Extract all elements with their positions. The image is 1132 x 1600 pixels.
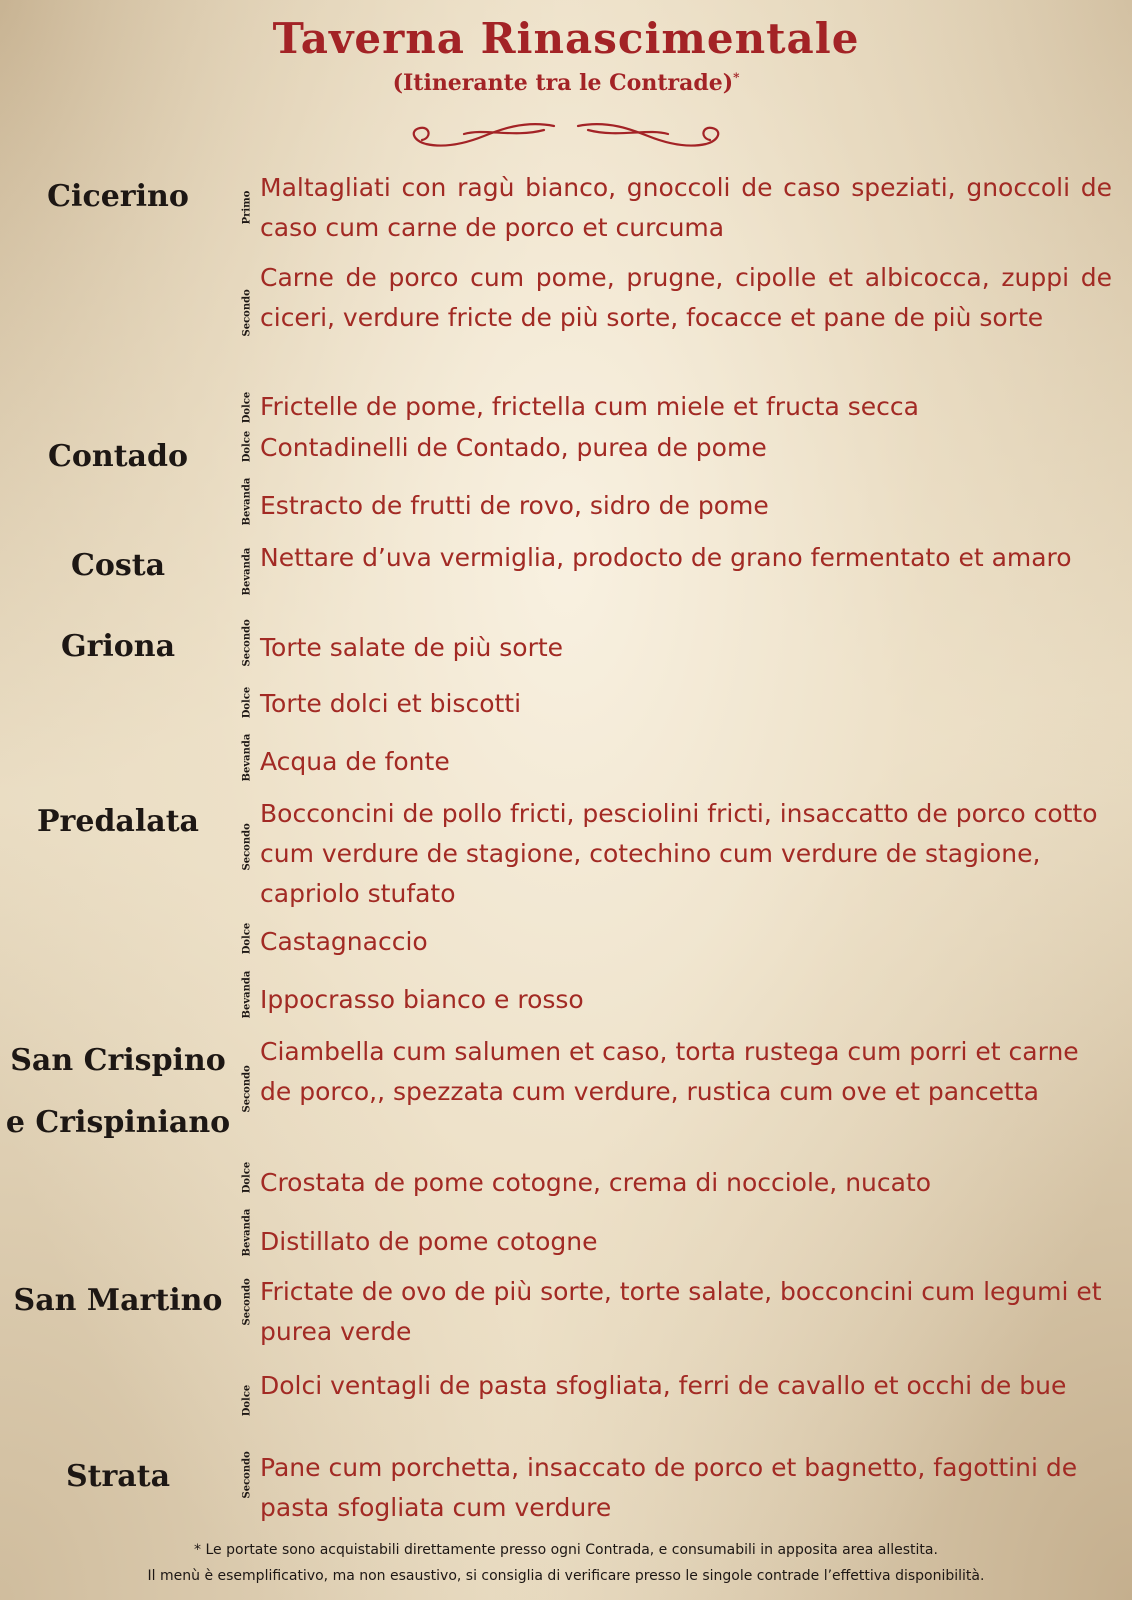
menu-item: Torte dolci et biscotti [260,689,522,718]
menu-title: Taverna Rinascimentale [272,14,860,63]
menu-item: Ippocrasso bianco e rosso [260,985,584,1014]
course-label-dolce: Dolce [241,686,253,719]
menu-item: Nettare d’uva vermiglia, prodocto de grano fermentato et amaro [260,543,1072,572]
subtitle-footnote-mark: * [733,70,740,85]
contrada-san-martino: San Martino [13,1283,223,1318]
contrada-san-crispino: San Crispino [10,1043,226,1078]
course-label-dolce: Dolce [241,430,253,463]
menu-item: Estracto de frutti de rovo, sidro de pome [260,491,769,520]
course-label-bevanda: Bevanda [241,1208,253,1257]
contrada-cicerino: Cicerino [47,179,189,214]
menu-item: Bocconcini de pollo fricti, pesciolini fricti, insaccatto de porco cotto cum verdure de stagione, cotechino cum verdure de stagione, capriolo stufato [260,799,1098,908]
contrada-strata: Strata [65,1459,171,1494]
course-label-dolce: Dolce [241,922,253,955]
course-label-dolce: Dolce [241,1384,253,1417]
menu-item: Dolci ventagli de pasta sfogliata, ferri de cavallo et occhi de bue [260,1371,1067,1400]
contrada-griona: Griona [60,629,176,664]
menu-item: Frictate de ovo de più sorte, torte salate, bocconcini cum legumi et purea verde [260,1277,1102,1346]
menu-item: Carne de porco cum pome, prugne, cipolle et albicocca, zuppi de ciceri, verdure fricte de più sorte, focacce et pane de più sorte [260,263,1112,332]
course-label-dolce: Dolce [241,391,253,424]
contrada-costa: Costa [70,548,166,583]
course-label-secondo: Secondo [241,823,253,871]
contrada-predalata: Predalata [37,804,199,839]
menu-item: Contadinelli de Contado, purea de pome [260,433,767,462]
footnote-line: Il menù è esemplificativo, ma non esaustivo, si consiglia di verificare presso le singole contrade l’effettiva disponibilità. [147,1568,985,1584]
menu-item: Frictelle de pome, frictella cum miele et fructa secca [260,392,919,421]
menu-item: Crostata de pome cotogne, crema di nocciole, nucato [260,1168,932,1197]
contrada-contado: Contado [48,439,188,474]
course-label-secondo: Secondo [241,1278,253,1326]
contrada-crispiniano: e Crispiniano [5,1105,231,1140]
menu-item: Pane cum porchetta, insaccato de porco et bagnetto, fagottini de pasta sfogliata cum verdure [260,1453,1078,1522]
course-label-dolce: Dolce [241,1161,253,1194]
menu-subtitle [0,70,1132,96]
course-label-bevanda: Bevanda [241,547,253,596]
course-label-secondo: Secondo [241,1451,253,1499]
course-label-secondo: Secondo [241,289,253,337]
course-label-secondo: Secondo [241,1065,253,1113]
menu-item: Distillato de pome cotogne [260,1227,598,1256]
course-label-bevanda: Bevanda [241,970,253,1019]
footnote-line: * Le portate sono acquistabili direttamente presso ogni Contrada, e consumabili in apposita area allestita. [194,1542,938,1558]
course-label-primo: Primo [241,190,253,225]
course-label-secondo: Secondo [241,619,253,667]
course-label-bevanda: Bevanda [241,733,253,782]
course-label-bevanda: Bevanda [241,477,253,526]
menu-item: Acqua de fonte [260,747,450,776]
menu-item: Ciambella cum salumen et caso, torta rustega cum porri et carne de porco,, spezzata cum verdure, rustica cum ove et pancetta [260,1037,1079,1106]
flourish-ornament [404,118,728,154]
menu-item: Castagnaccio [260,927,428,956]
subtitle-text: (Itinerante tra le Contrade) [392,70,734,96]
menu-item: Maltagliati con ragù bianco, gnoccoli de caso speziati, gnoccoli de caso cum carne de porco et curcuma [260,173,1112,242]
menu-item: Torte salate de più sorte [260,633,564,662]
